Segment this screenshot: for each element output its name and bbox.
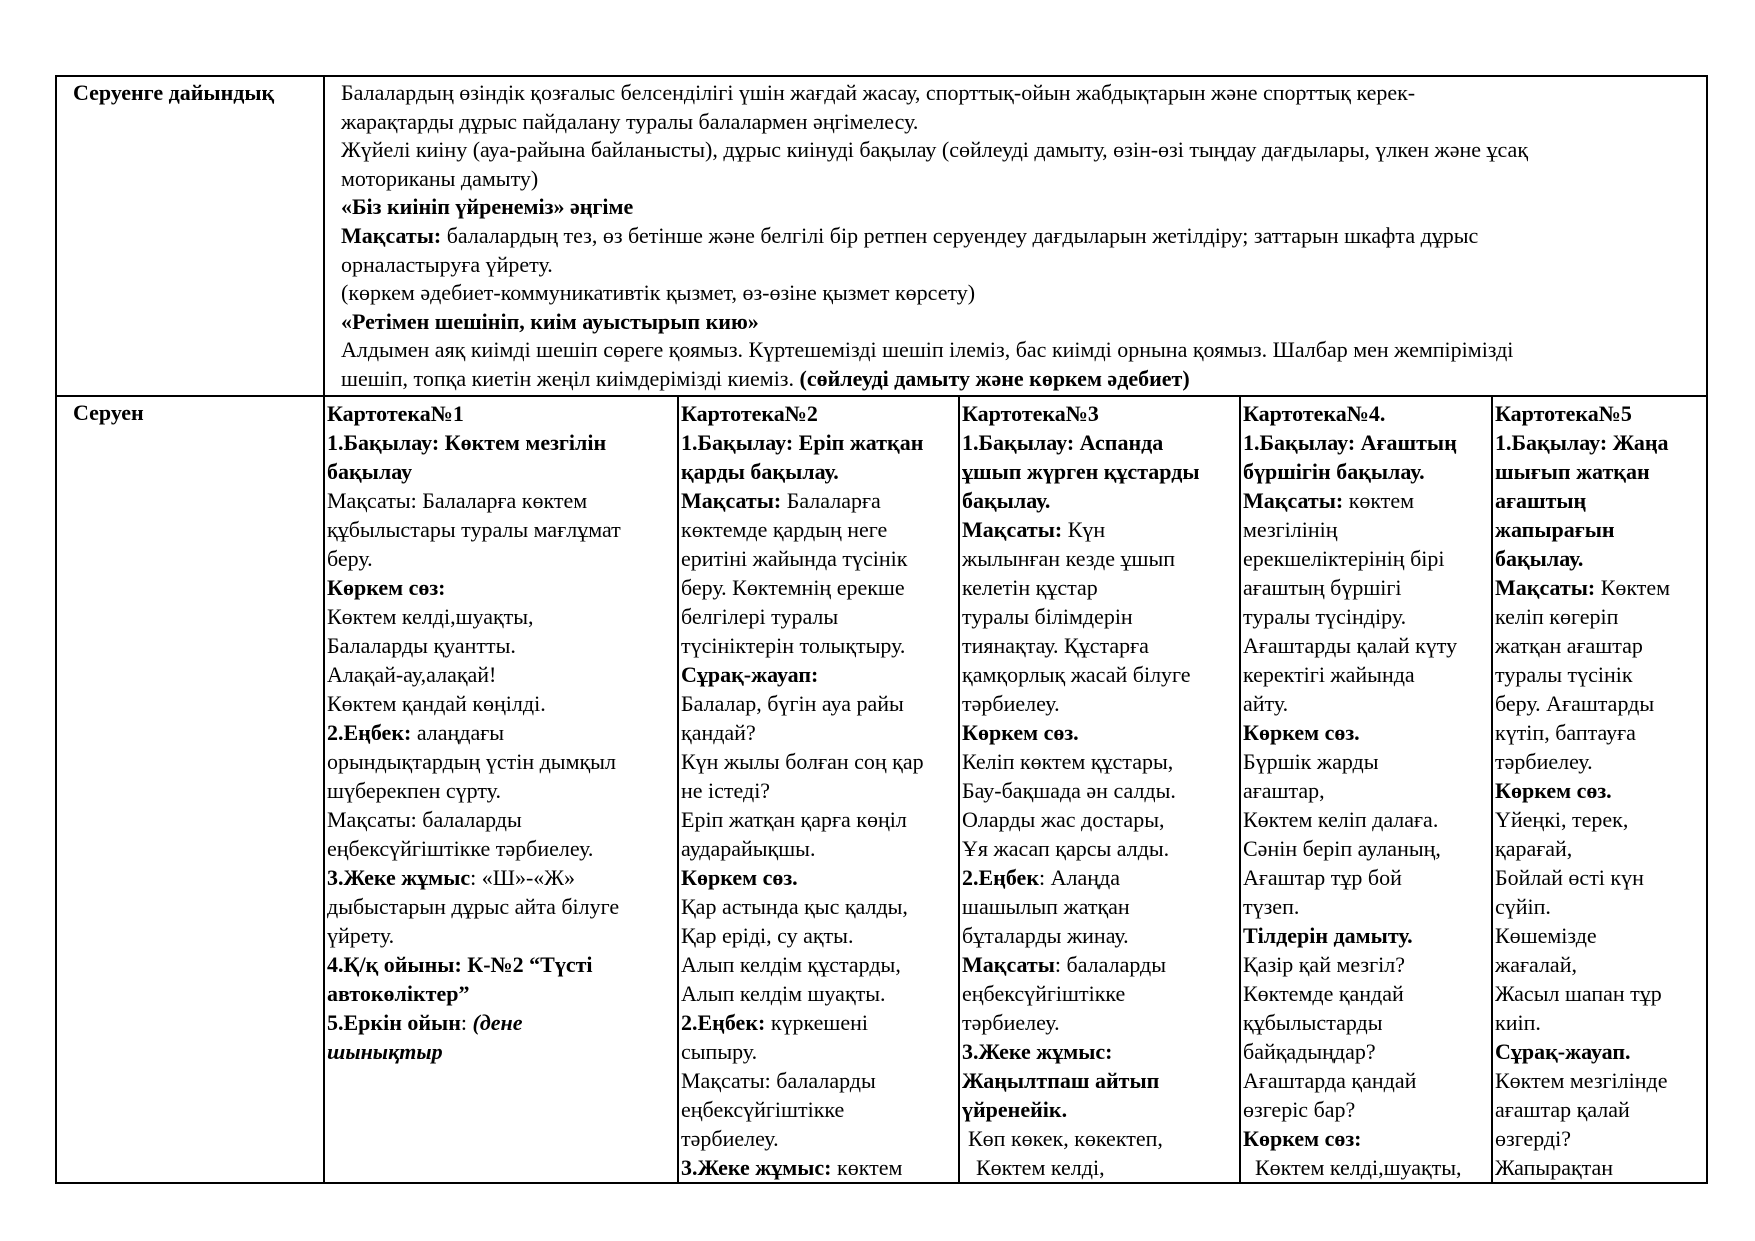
card-line: туралы білімдерін: [962, 604, 1133, 629]
card-line: Ағаштарда қандай: [1243, 1068, 1417, 1093]
card-line: еңбексүйгіштікке: [681, 1097, 845, 1122]
card-line: тәрбиелеу.: [962, 1010, 1060, 1035]
card-line: Жасыл шапан тұр: [1495, 981, 1662, 1006]
card-line: Сұрақ-жауап:: [681, 662, 819, 687]
card-line: белгілері туралы: [681, 604, 839, 629]
work-text: алаңдағы: [411, 720, 505, 745]
card-line: тәрбиелеу.: [1495, 749, 1593, 774]
card-line: Сұрақ-жауап.: [1495, 1039, 1631, 1064]
card-line: Күн жылы болған соң қар: [681, 749, 924, 774]
card-line: Қар астында қыс қалды,: [681, 894, 908, 919]
card-line: Жаңылтпаш айтып: [962, 1068, 1160, 1093]
work-goal-text: : балаларды: [1054, 952, 1167, 977]
card-title: Картотека№1: [327, 401, 464, 426]
card-2: [678, 396, 959, 1183]
work-label: 2.Еңбек: [962, 865, 1039, 890]
card-line: Сәнін беріп ауланың,: [1243, 836, 1441, 861]
card-line: керектігі жайында: [1243, 662, 1415, 687]
card-line: бақылау.: [1495, 546, 1584, 571]
card-line: Көктем келді,: [976, 1155, 1105, 1180]
card-line: көктемде қардың неге: [681, 517, 888, 542]
card-line: Тілдерін дамыту.: [1243, 923, 1413, 948]
walk-label: Серуен: [56, 396, 324, 1183]
card-line: Көркем сөз.: [681, 865, 798, 890]
card-line: Мақсаты: балаларды: [681, 1068, 876, 1093]
card-line: автокөліктер”: [327, 981, 470, 1006]
card-line: [681, 1153, 956, 1182]
card-line: [681, 486, 956, 515]
card-line: ұшып жүрген құстарды: [962, 459, 1200, 484]
card-line: Көп көкек, көкектеп,: [968, 1126, 1163, 1151]
card-line: өзгеріс бар?: [1243, 1097, 1356, 1122]
card-line: жағалай,: [1495, 952, 1577, 977]
card-line: Балалар, бүгін ауа райы: [681, 691, 904, 716]
card-line: күтіп, баптауға: [1495, 720, 1636, 745]
card-line: ерекшеліктерінің бірі: [1243, 546, 1445, 571]
card-line: келетін құстар: [962, 575, 1098, 600]
card-line: тәрбиелеу.: [962, 691, 1060, 716]
card-line: туралы түсіндіру.: [1243, 604, 1407, 629]
goal-line: орналастыруға үйрету.: [341, 251, 553, 277]
routine-title: «Ретімен шешініп, киім ауыстырып кию»: [341, 308, 759, 334]
card-line: не істеді?: [681, 778, 771, 803]
card-line: қамқорлық жасай білуге: [962, 662, 1191, 687]
card-line: Алып келдім құстарды,: [681, 952, 901, 977]
card-line: жатқан ағаштар: [1495, 633, 1643, 658]
goal-label: Мақсаты:: [341, 222, 442, 248]
card-line: Көшемізде: [1495, 923, 1597, 948]
work-text: күркешені: [765, 1010, 869, 1035]
card-line: Көктем қандай көңілді.: [327, 691, 546, 716]
card-line: Бау-бақшада ән салды.: [962, 778, 1176, 803]
card-1: [324, 396, 678, 1183]
card-line: Мақсаты: балаларды: [327, 807, 522, 832]
card-line: Жапырақтан: [1495, 1155, 1614, 1180]
card-line: 1.Бақылау: Көктем мезгілін: [327, 430, 607, 455]
card-line: Көркем сөз:: [327, 575, 446, 600]
card-3: [959, 396, 1240, 1183]
card-line: еңбексүйгіштікке тәрбиелеу.: [327, 836, 594, 861]
card-line: сыпыру.: [681, 1039, 758, 1064]
goal-text: Күн: [1062, 517, 1106, 542]
card-line: 4.Қ/қ ойыны: К-№2 “Түсті: [327, 952, 593, 977]
goal-label: Мақсаты:: [962, 517, 1063, 542]
card-line: тиянақтау. Құстарға: [962, 633, 1149, 658]
card-line: Көркем сөз.: [962, 720, 1079, 745]
card-line: Үйеңкі, терек,: [1495, 807, 1629, 832]
card-line: Алып келдім шуақты.: [681, 981, 886, 1006]
card-line: жапырағын: [1495, 517, 1615, 542]
card-line: еритіні жайында түсінік: [681, 546, 908, 571]
card-line: үйрету.: [327, 923, 395, 948]
card-line: аударайықшы.: [681, 836, 816, 861]
work-text: : Алаңда: [1039, 865, 1120, 890]
prep-text-line: Балалардың өзіндік қозғалыс белсенділігі үшін жағдай жасау, спорттық-ойын жабдықтарын және спорттық керек-: [341, 80, 1416, 105]
card-title: Картотека№2: [681, 401, 818, 426]
card-line: Көктем мезгілінде: [1495, 1068, 1668, 1093]
card-5: [1492, 396, 1707, 1183]
card-line: Балаларды қуантты.: [327, 633, 516, 658]
card-line: Келіп көктем құстары,: [962, 749, 1174, 774]
card-line: [962, 950, 1237, 979]
work-label: 2.Еңбек:: [327, 720, 412, 745]
card-line: Көктемде қандай: [1243, 981, 1404, 1006]
card-line: [327, 718, 675, 747]
card-line: орындықтардың үстін дымқыл: [327, 749, 616, 774]
card-line: Ағаштарды қалай күту: [1243, 633, 1458, 658]
card-line: Ұя жасап қарсы алды.: [962, 836, 1170, 861]
card-line: Қазір қай мезгіл?: [1243, 952, 1405, 977]
free-colon: :: [460, 1010, 473, 1035]
card-line: өзгерді?: [1495, 1126, 1571, 1151]
goal-label: Мақсаты:: [1495, 575, 1596, 600]
indiv-text: : «Ш»-«Ж»: [470, 865, 576, 890]
card-line: бүршігін бақылау.: [1243, 459, 1425, 484]
card-line: ағаштар қалай: [1495, 1097, 1630, 1122]
card-line: шығып жатқан: [1495, 459, 1650, 484]
indiv-label: 3.Жеке жұмыс: [327, 865, 471, 890]
work-label: 2.Еңбек:: [681, 1010, 766, 1035]
card-line: 1.Бақылау: Аспанда: [962, 430, 1164, 455]
card-line: беру. Ағаштарды: [1495, 691, 1655, 716]
card-line: шашылып жатқан: [962, 894, 1130, 919]
card-line: қандай?: [681, 720, 756, 745]
routine-text: шешіп, топқа киетін жеңіл киімдерімізді киеміз.: [341, 365, 800, 391]
card-4: [1240, 396, 1492, 1183]
prep-text-line: Жүйелі киіну (ауа-райына байланысты), дұрыс киінуді бақылау (сөйлеуді дамыту, өзін-өзі тыңдау дағдылары, үлкен және ұсақ: [341, 137, 1529, 163]
goal-text: балалардың тез, өз бетінше және белгілі бір ретпен серуендеу дағдыларын жетілдіру; заттарын шкафта дұрыс: [441, 222, 1479, 248]
card-line: 3.Жеке жұмыс:: [962, 1039, 1113, 1064]
card-line: Еріп жатқан қарға көңіл: [681, 807, 907, 832]
indiv-text: көктем: [831, 1155, 903, 1180]
card-line: Ағаштар тұр бой: [1243, 865, 1402, 890]
card-line: айту.: [1243, 691, 1289, 716]
card-line: Қар еріді, су ақты.: [681, 923, 854, 948]
card-title: Картотека№4.: [1243, 401, 1386, 426]
card-line: Алақай-ау,алақай!: [327, 662, 497, 687]
card-line: [962, 515, 1237, 544]
card-line: еңбексүйгіштікке: [962, 981, 1126, 1006]
card-line: Бүршік жарды: [1243, 749, 1379, 774]
prep-label: Серуенге дайындық: [56, 76, 324, 396]
indiv-label: 3.Жеке жұмыс:: [681, 1155, 832, 1180]
talk-title: «Біз киініп үйренеміз» әңгіме: [341, 194, 634, 220]
prep-content: [324, 76, 1707, 396]
routine-line: [341, 365, 1706, 394]
goal-text: көктем: [1343, 488, 1415, 513]
card-line: қарағай,: [1495, 836, 1573, 861]
card-line: келіп көгеріп: [1495, 604, 1619, 629]
card-line: түсініктерін толықтыру.: [681, 633, 906, 658]
card-line: Көктем келді,шуақты,: [327, 604, 534, 629]
routine-note: (сөйлеуді дамыту және көркем әдебиет): [799, 365, 1190, 391]
free-label: 5.Еркін ойын: [327, 1010, 461, 1035]
card-line: киіп.: [1495, 1010, 1541, 1035]
card-line: шынықтыр: [327, 1039, 443, 1064]
card-line: тәрбиелеу.: [681, 1126, 779, 1151]
card-line: ағаштар,: [1243, 778, 1325, 803]
card-title: Картотека№3: [962, 401, 1099, 426]
card-line: туралы түсінік: [1495, 662, 1633, 687]
card-line: беру. Көктемнің ерекше: [681, 575, 905, 600]
card-line: Көктем келіп далаға.: [1243, 807, 1439, 832]
activity-note: (көркем әдебиет-коммуникативтік қызмет, өз-өзіне қызмет көрсету): [341, 280, 976, 306]
card-line: [327, 863, 675, 892]
card-line: ағаштың бүршігі: [1243, 575, 1402, 600]
card-line: бұталарды жинау.: [962, 923, 1129, 948]
goal-label: Мақсаты:: [1243, 488, 1344, 513]
card-line: байқадыңдар?: [1243, 1039, 1376, 1064]
goal-label: Мақсаты:: [681, 488, 782, 513]
card-line: Көктем келді,шуақты,: [1255, 1155, 1462, 1180]
card-line: құбылыстары туралы мағлұмат: [327, 517, 621, 542]
card-line: [962, 863, 1237, 892]
goal-text: Балаларға: [781, 488, 881, 513]
card-line: Мақсаты: Балаларға көктем: [327, 488, 588, 513]
card-line: Көркем сөз.: [1243, 720, 1360, 745]
card-line: 1.Бақылау: Ағаштың: [1243, 430, 1457, 455]
card-title: Картотека№5: [1495, 401, 1632, 426]
prep-row: [56, 76, 1707, 396]
card-line: беру.: [327, 546, 373, 571]
work-goal-label: Мақсаты: [962, 952, 1055, 977]
card-line: құбылыстарды: [1243, 1010, 1383, 1035]
goal-line: [341, 222, 1706, 251]
plan-table: [55, 75, 1708, 1184]
card-line: 1.Бақылау: Еріп жатқан: [681, 430, 924, 455]
document-page: [55, 75, 1706, 1184]
goal-text: Көктем: [1595, 575, 1671, 600]
card-line: жылынған кезде ұшып: [962, 546, 1175, 571]
card-line: Оларды жас достары,: [962, 807, 1165, 832]
card-line: [681, 1008, 956, 1037]
card-line: 1.Бақылау: Жаңа: [1495, 430, 1669, 455]
card-line: қарды бақылау.: [681, 459, 839, 484]
card-line: мезгілінің: [1243, 517, 1338, 542]
walk-row: [56, 396, 1707, 1183]
prep-text-line: моториканы дамыту): [341, 165, 539, 191]
prep-text-line: жарақтарды дұрыс пайдалану туралы балалармен әңгімелесу.: [341, 108, 919, 134]
card-line: [1243, 486, 1489, 515]
routine-line: Алдымен аяқ киімді шешіп сөреге қоямыз. Күртешемізді шешіп ілеміз, бас киімді орнына қоямыз. Шалбар мен жемпірімізді: [341, 337, 1514, 363]
card-line: Көркем сөз:: [1243, 1126, 1362, 1151]
card-line: Көркем сөз.: [1495, 778, 1612, 803]
card-line: түзеп.: [1243, 894, 1300, 919]
card-line: бақылау.: [962, 488, 1051, 513]
card-line: бақылау: [327, 459, 413, 484]
card-line: [1495, 573, 1704, 602]
card-line: Бойлай өсті күн: [1495, 865, 1644, 890]
card-line: сүйіп.: [1495, 894, 1551, 919]
card-line: дыбыстарын дұрыс айта білуге: [327, 894, 620, 919]
card-line: ағаштың: [1495, 488, 1587, 513]
free-text: (дене: [472, 1010, 523, 1035]
card-line: [327, 1008, 675, 1037]
card-line: үйренейік.: [962, 1097, 1068, 1122]
card-line: шүберекпен сүрту.: [327, 778, 501, 803]
